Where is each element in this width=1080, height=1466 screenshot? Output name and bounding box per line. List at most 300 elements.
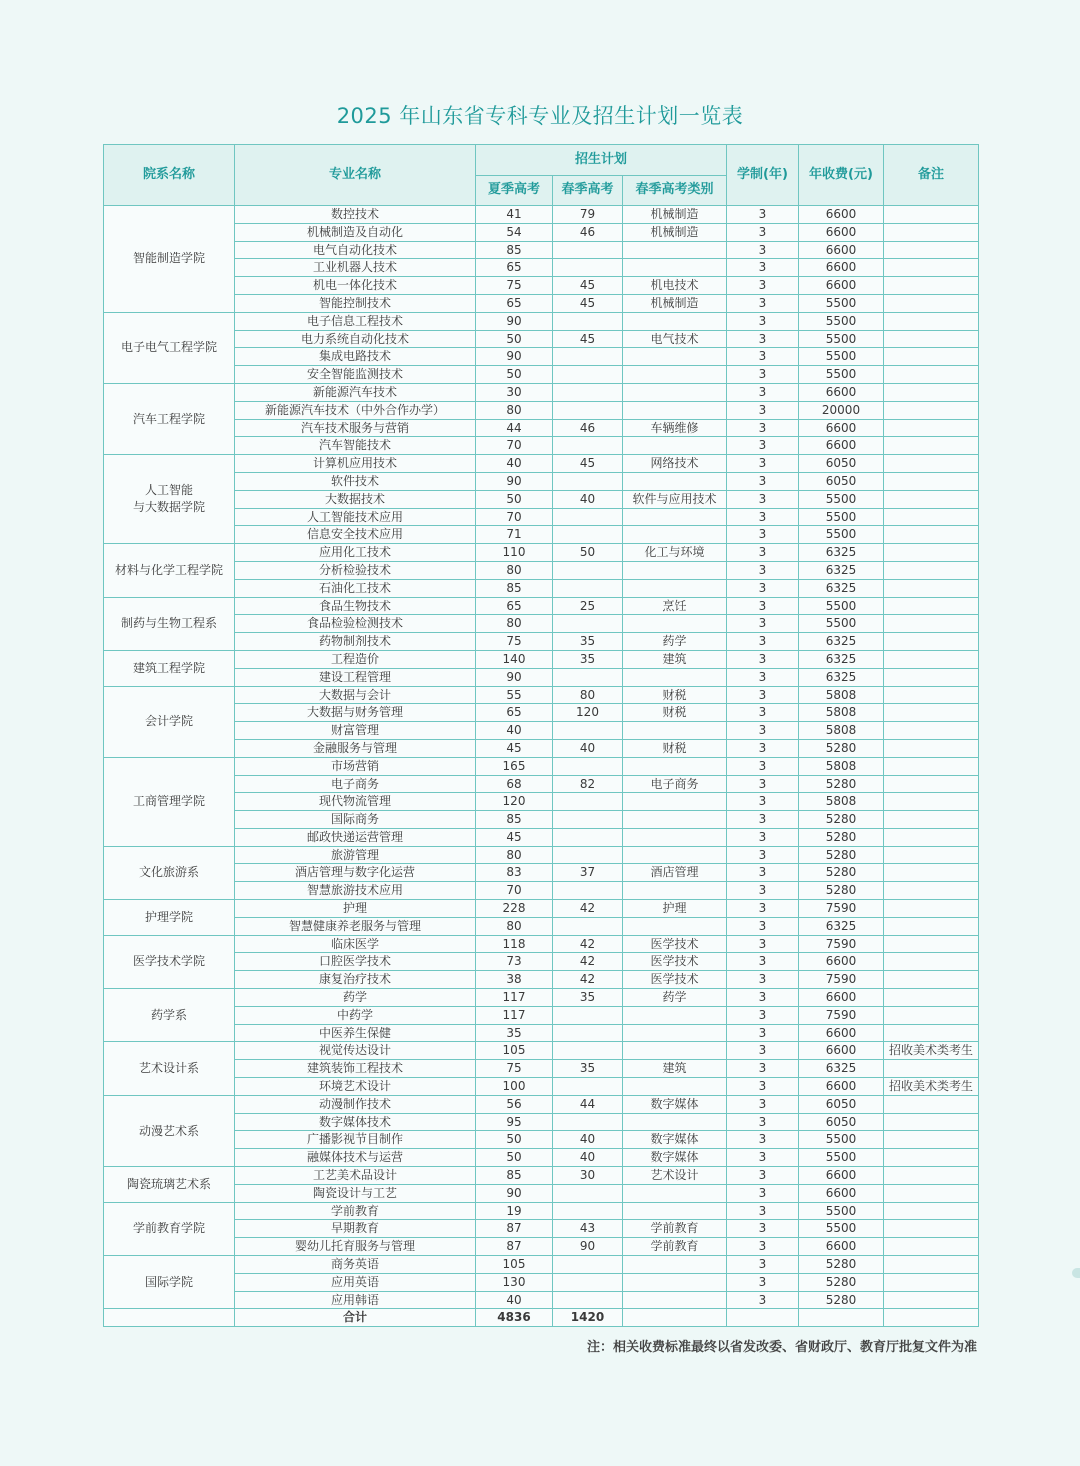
major-cell: 大数据与财务管理 (235, 704, 476, 722)
note-cell (884, 1060, 979, 1078)
spring-category-cell (623, 828, 727, 846)
summer-cell: 85 (476, 241, 553, 259)
major-cell: 智慧健康养老服务与管理 (235, 917, 476, 935)
summer-cell: 85 (476, 811, 553, 829)
department-cell: 电子电气工程学院 (104, 312, 235, 383)
spring-cell (553, 1184, 623, 1202)
summer-cell: 45 (476, 828, 553, 846)
summer-cell: 68 (476, 775, 553, 793)
total-blank-cell (104, 1309, 235, 1327)
fee-cell: 6050 (799, 455, 884, 473)
summer-cell: 40 (476, 455, 553, 473)
spring-category-cell (623, 259, 727, 277)
years-cell: 3 (727, 544, 799, 562)
table-row (104, 1220, 979, 1238)
table-row (104, 668, 979, 686)
note-cell (884, 579, 979, 597)
spring-cell: 46 (553, 223, 623, 241)
years-cell: 3 (727, 828, 799, 846)
spring-cell (553, 579, 623, 597)
table-row (104, 739, 979, 757)
note-cell (884, 1184, 979, 1202)
summer-cell: 19 (476, 1202, 553, 1220)
table-row (104, 206, 979, 224)
major-cell: 信息安全技术应用 (235, 526, 476, 544)
years-cell: 3 (727, 259, 799, 277)
fee-cell: 6325 (799, 650, 884, 668)
years-cell: 3 (727, 437, 799, 455)
table-row (104, 793, 979, 811)
summer-cell: 55 (476, 686, 553, 704)
fee-cell: 6600 (799, 277, 884, 295)
table-row (104, 294, 979, 312)
note-cell (884, 864, 979, 882)
years-cell: 3 (727, 953, 799, 971)
table-row (104, 900, 979, 918)
department-cell: 动漫艺术系 (104, 1095, 235, 1166)
spring-cell: 42 (553, 935, 623, 953)
summer-cell: 90 (476, 348, 553, 366)
fee-cell: 6600 (799, 419, 884, 437)
table-row (104, 1167, 979, 1185)
table-row (104, 1060, 979, 1078)
fee-cell: 5280 (799, 1291, 884, 1309)
years-cell: 3 (727, 811, 799, 829)
years-cell: 3 (727, 686, 799, 704)
spring-category-cell: 数字媒体 (623, 1095, 727, 1113)
spring-cell (553, 1256, 623, 1274)
spring-cell (553, 312, 623, 330)
fee-cell: 6050 (799, 1095, 884, 1113)
spring-category-cell (623, 1291, 727, 1309)
spring-category-cell: 学前教育 (623, 1238, 727, 1256)
fee-cell: 5808 (799, 686, 884, 704)
table-row (104, 953, 979, 971)
spring-cell (553, 472, 623, 490)
summer-cell: 165 (476, 757, 553, 775)
years-cell: 3 (727, 330, 799, 348)
years-cell: 3 (727, 579, 799, 597)
spring-category-cell (623, 366, 727, 384)
years-cell: 3 (727, 1291, 799, 1309)
spring-cell (553, 437, 623, 455)
summer-cell: 70 (476, 882, 553, 900)
header-summer: 夏季高考 (476, 176, 553, 206)
note-cell: 招收美术类考生 (884, 1042, 979, 1060)
summer-cell: 50 (476, 490, 553, 508)
years-cell: 3 (727, 757, 799, 775)
note-cell (884, 330, 979, 348)
major-cell: 数字媒体技术 (235, 1113, 476, 1131)
note-cell (884, 419, 979, 437)
table-row (104, 971, 979, 989)
note-cell (884, 1238, 979, 1256)
spring-category-cell: 药学 (623, 633, 727, 651)
summer-cell: 41 (476, 206, 553, 224)
total-empty-cell (799, 1309, 884, 1327)
years-cell: 3 (727, 1060, 799, 1078)
major-cell: 电子信息工程技术 (235, 312, 476, 330)
note-cell (884, 1006, 979, 1024)
major-cell: 电气自动化技术 (235, 241, 476, 259)
spring-cell: 90 (553, 1238, 623, 1256)
major-cell: 中药学 (235, 1006, 476, 1024)
spring-cell: 50 (553, 544, 623, 562)
years-cell: 3 (727, 1024, 799, 1042)
spring-cell: 25 (553, 597, 623, 615)
spring-cell (553, 1113, 623, 1131)
spring-cell (553, 508, 623, 526)
fee-cell: 6600 (799, 1167, 884, 1185)
spring-category-cell (623, 722, 727, 740)
fee-cell: 7590 (799, 1006, 884, 1024)
department-cell: 学前教育学院 (104, 1202, 235, 1255)
note-cell (884, 294, 979, 312)
spring-cell: 35 (553, 633, 623, 651)
spring-category-cell: 护理 (623, 900, 727, 918)
department-cell: 材料与化学工程学院 (104, 544, 235, 597)
spring-category-cell: 机械制造 (623, 206, 727, 224)
major-cell: 药物制剂技术 (235, 633, 476, 651)
department-cell: 工商管理学院 (104, 757, 235, 846)
spring-cell: 40 (553, 739, 623, 757)
note-cell (884, 828, 979, 846)
years-cell: 3 (727, 793, 799, 811)
summer-cell: 70 (476, 508, 553, 526)
spring-cell: 40 (553, 1131, 623, 1149)
major-cell: 护理 (235, 900, 476, 918)
spring-category-cell: 网络技术 (623, 455, 727, 473)
table-row (104, 1006, 979, 1024)
spring-cell: 45 (553, 455, 623, 473)
years-cell: 3 (727, 419, 799, 437)
major-cell: 集成电路技术 (235, 348, 476, 366)
table-row (104, 1238, 979, 1256)
spring-category-cell: 机电技术 (623, 277, 727, 295)
header-fee: 年收费(元) (799, 145, 884, 206)
note-cell (884, 650, 979, 668)
note-cell (884, 846, 979, 864)
note-cell (884, 882, 979, 900)
major-cell: 学前教育 (235, 1202, 476, 1220)
table-row (104, 1291, 979, 1309)
department-cell: 智能制造学院 (104, 206, 235, 313)
table-row (104, 419, 979, 437)
note-cell (884, 1256, 979, 1274)
years-cell: 3 (727, 722, 799, 740)
summer-cell: 117 (476, 989, 553, 1007)
years-cell: 3 (727, 508, 799, 526)
note-cell (884, 561, 979, 579)
spring-cell: 40 (553, 1149, 623, 1167)
note-cell (884, 668, 979, 686)
summer-cell: 70 (476, 437, 553, 455)
years-cell: 3 (727, 455, 799, 473)
total-empty-cell (727, 1309, 799, 1327)
table-row (104, 312, 979, 330)
spring-category-cell: 烹饪 (623, 597, 727, 615)
note-cell (884, 277, 979, 295)
fee-cell: 6600 (799, 206, 884, 224)
spring-cell (553, 615, 623, 633)
spring-cell (553, 1273, 623, 1291)
fee-cell: 5280 (799, 846, 884, 864)
major-cell: 财富管理 (235, 722, 476, 740)
spring-category-cell (623, 1273, 727, 1291)
spring-category-cell (623, 401, 727, 419)
summer-cell: 95 (476, 1113, 553, 1131)
spring-cell: 37 (553, 864, 623, 882)
spring-cell: 43 (553, 1220, 623, 1238)
fee-cell: 6325 (799, 917, 884, 935)
table-row (104, 490, 979, 508)
spring-cell: 42 (553, 971, 623, 989)
spring-category-cell: 酒店管理 (623, 864, 727, 882)
spring-category-cell (623, 1202, 727, 1220)
major-cell: 智慧旅游技术应用 (235, 882, 476, 900)
years-cell: 3 (727, 882, 799, 900)
major-cell: 建筑装饰工程技术 (235, 1060, 476, 1078)
table-row (104, 846, 979, 864)
table-row (104, 1256, 979, 1274)
major-cell: 智能控制技术 (235, 294, 476, 312)
header-years: 学制(年) (727, 145, 799, 206)
table-row (104, 722, 979, 740)
department-cell: 药学系 (104, 989, 235, 1042)
spring-category-cell (623, 1256, 727, 1274)
years-cell: 3 (727, 775, 799, 793)
major-cell: 电子商务 (235, 775, 476, 793)
fee-cell: 6600 (799, 953, 884, 971)
years-cell: 3 (727, 383, 799, 401)
table-row (104, 472, 979, 490)
summer-cell: 90 (476, 668, 553, 686)
table-row (104, 277, 979, 295)
summer-cell: 117 (476, 1006, 553, 1024)
department-cell: 汽车工程学院 (104, 383, 235, 454)
fee-cell: 5500 (799, 330, 884, 348)
table-row (104, 597, 979, 615)
spring-category-cell: 财税 (623, 686, 727, 704)
spring-cell (553, 917, 623, 935)
summer-cell: 87 (476, 1238, 553, 1256)
spring-cell (553, 828, 623, 846)
fee-cell: 5500 (799, 348, 884, 366)
summer-cell: 80 (476, 401, 553, 419)
spring-cell (553, 561, 623, 579)
fee-cell: 5500 (799, 1220, 884, 1238)
fee-cell: 6325 (799, 633, 884, 651)
note-cell (884, 1273, 979, 1291)
note-cell (884, 704, 979, 722)
spring-cell: 42 (553, 953, 623, 971)
spring-category-cell (623, 668, 727, 686)
years-cell: 3 (727, 971, 799, 989)
spring-cell: 79 (553, 206, 623, 224)
note-cell (884, 989, 979, 1007)
major-cell: 大数据与会计 (235, 686, 476, 704)
spring-category-cell (623, 1113, 727, 1131)
header-plan: 招生计划 (476, 145, 727, 176)
note-cell (884, 241, 979, 259)
fee-cell: 5500 (799, 1149, 884, 1167)
fee-cell: 6325 (799, 579, 884, 597)
fee-cell: 6325 (799, 668, 884, 686)
spring-cell (553, 1078, 623, 1096)
major-cell: 康复治疗技术 (235, 971, 476, 989)
fee-cell: 6600 (799, 383, 884, 401)
table-row (104, 1042, 979, 1060)
years-cell: 3 (727, 401, 799, 419)
summer-cell: 54 (476, 223, 553, 241)
major-cell: 视觉传达设计 (235, 1042, 476, 1060)
years-cell: 3 (727, 1256, 799, 1274)
note-cell (884, 971, 979, 989)
table-row (104, 650, 979, 668)
years-cell: 3 (727, 1131, 799, 1149)
table-row (104, 882, 979, 900)
fee-cell: 6600 (799, 1042, 884, 1060)
spring-cell: 40 (553, 490, 623, 508)
summer-cell: 118 (476, 935, 553, 953)
summer-cell: 80 (476, 846, 553, 864)
summer-cell: 228 (476, 900, 553, 918)
years-cell: 3 (727, 472, 799, 490)
major-cell: 石油化工技术 (235, 579, 476, 597)
years-cell: 3 (727, 277, 799, 295)
total-spring-cell: 1420 (553, 1309, 623, 1327)
major-cell: 早期教育 (235, 1220, 476, 1238)
fee-cell: 6600 (799, 223, 884, 241)
major-cell: 应用韩语 (235, 1291, 476, 1309)
table-row (104, 1184, 979, 1202)
table-row (104, 1095, 979, 1113)
years-cell: 3 (727, 650, 799, 668)
spring-cell (553, 259, 623, 277)
major-cell: 人工智能技术应用 (235, 508, 476, 526)
table-row (104, 223, 979, 241)
fee-cell: 5280 (799, 739, 884, 757)
spring-category-cell (623, 917, 727, 935)
major-cell: 婴幼儿托育服务与管理 (235, 1238, 476, 1256)
fee-cell: 6050 (799, 472, 884, 490)
table-row (104, 455, 979, 473)
major-cell: 中医养生保健 (235, 1024, 476, 1042)
summer-cell: 50 (476, 1131, 553, 1149)
years-cell: 3 (727, 206, 799, 224)
note-cell (884, 312, 979, 330)
summer-cell: 40 (476, 1291, 553, 1309)
major-cell: 分析检验技术 (235, 561, 476, 579)
note-cell (884, 1220, 979, 1238)
department-cell: 医学技术学院 (104, 935, 235, 988)
years-cell: 3 (727, 1006, 799, 1024)
note-cell (884, 526, 979, 544)
years-cell: 3 (727, 294, 799, 312)
table-row (104, 1273, 979, 1291)
table-row (104, 401, 979, 419)
spring-category-cell: 财税 (623, 739, 727, 757)
spring-category-cell: 医学技术 (623, 935, 727, 953)
table-row (104, 508, 979, 526)
major-cell: 软件技术 (235, 472, 476, 490)
years-cell: 3 (727, 1184, 799, 1202)
table-row (104, 633, 979, 651)
department-cell: 建筑工程学院 (104, 650, 235, 686)
fee-cell: 5500 (799, 1202, 884, 1220)
years-cell: 3 (727, 615, 799, 633)
spring-cell (553, 1202, 623, 1220)
years-cell: 3 (727, 1078, 799, 1096)
years-cell: 3 (727, 633, 799, 651)
summer-cell: 50 (476, 1149, 553, 1167)
spring-cell (553, 348, 623, 366)
note-cell (884, 472, 979, 490)
spring-cell (553, 757, 623, 775)
years-cell: 3 (727, 739, 799, 757)
table-row (104, 259, 979, 277)
fee-cell: 5280 (799, 1256, 884, 1274)
spring-cell: 35 (553, 650, 623, 668)
spring-category-cell (623, 526, 727, 544)
summer-cell: 45 (476, 739, 553, 757)
note-cell (884, 383, 979, 401)
major-cell: 药学 (235, 989, 476, 1007)
spring-category-cell (623, 1078, 727, 1096)
spring-cell (553, 366, 623, 384)
table-row (104, 686, 979, 704)
table-row (104, 526, 979, 544)
major-cell: 电力系统自动化技术 (235, 330, 476, 348)
footnote: 注：相关收费标准最终以省发改委、省财政厅、教育厅批复文件为准 (586, 1340, 977, 1355)
table-row (104, 330, 979, 348)
table-row (104, 561, 979, 579)
summer-cell: 30 (476, 383, 553, 401)
fee-cell: 6600 (799, 989, 884, 1007)
summer-cell: 90 (476, 1184, 553, 1202)
table-row (104, 366, 979, 384)
total-label-cell: 合计 (235, 1309, 476, 1327)
note-cell (884, 1024, 979, 1042)
years-cell: 3 (727, 1220, 799, 1238)
spring-category-cell: 数字媒体 (623, 1149, 727, 1167)
years-cell: 3 (727, 900, 799, 918)
spring-cell: 82 (553, 775, 623, 793)
spring-cell: 42 (553, 900, 623, 918)
major-cell: 应用化工技术 (235, 544, 476, 562)
fee-cell: 5280 (799, 828, 884, 846)
major-cell: 安全智能监测技术 (235, 366, 476, 384)
summer-cell: 40 (476, 722, 553, 740)
note-cell (884, 793, 979, 811)
fee-cell: 5500 (799, 490, 884, 508)
major-cell: 临床医学 (235, 935, 476, 953)
major-cell: 广播影视节目制作 (235, 1131, 476, 1149)
table-row (104, 1113, 979, 1131)
table-row (104, 1131, 979, 1149)
fee-cell: 5808 (799, 757, 884, 775)
note-cell (884, 757, 979, 775)
note-cell (884, 1149, 979, 1167)
department-cell: 制药与生物工程系 (104, 597, 235, 650)
note-cell: 招收美术类考生 (884, 1078, 979, 1096)
note-cell (884, 615, 979, 633)
years-cell: 3 (727, 935, 799, 953)
fee-cell: 5500 (799, 294, 884, 312)
spring-category-cell: 化工与环境 (623, 544, 727, 562)
spring-category-cell (623, 241, 727, 259)
table-row (104, 935, 979, 953)
